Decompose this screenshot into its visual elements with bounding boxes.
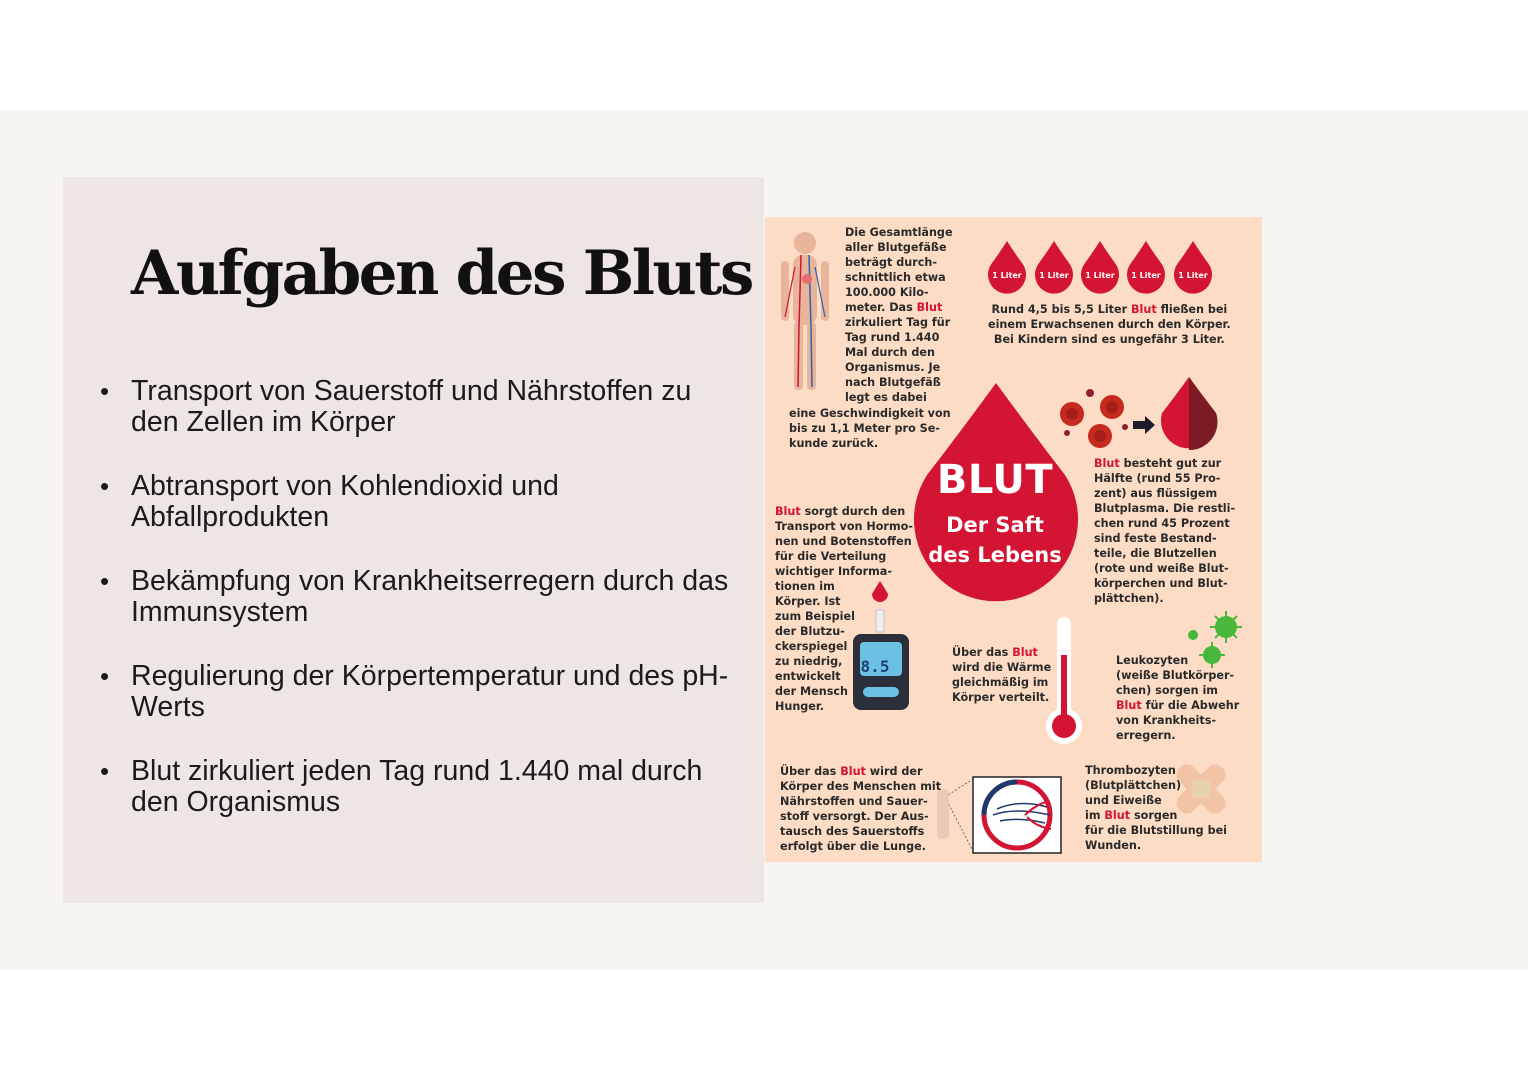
bullet-list [100,376,740,851]
vessels-text [845,225,953,405]
speed-text: eine Geschwindigkeit von bis zu 1,1 Meter pro Se- kunde zurück. [789,407,951,450]
thrombocytes-text [1085,763,1227,853]
red-word: Blut [1012,646,1038,659]
bullet-text: Blut zirkuliert jeden Tag rund 1.440 mal durch den Organismus [131,755,703,818]
bullet-dot: • [100,471,110,501]
bullet-item [100,756,740,818]
bullet-item [100,471,740,533]
bullet-item [100,376,740,438]
red-word: Blut [1104,809,1131,822]
lung-text [780,764,941,854]
meter-value: 8.5 [860,657,890,676]
text-run: Rund 4,5 bis 5,5 Liter [991,303,1132,316]
text-run: Leukozyten (weiße Blutkörper- chen) sorgen im [1116,654,1235,697]
liter-drops [988,241,1212,294]
text-run: Über das [780,765,841,778]
text-run: sorgt durch den Transport von Hormo- nen und Botenstoffen für die Verteilung wichtiger Informa- tionen im Körper. Ist zum Beispiel der Blutzu- ckerspiegel zu niedrig, entwickelt der Mensch Hunger. [775,505,913,713]
text-run: wird der Körper des Menschen mit Nährstoffen und Sauer- stoff versorgt. Der Aus- tausch des Sauerstoffs erfolgt über die Lunge. [780,765,942,853]
bullet-text: Abtransport von Kohlendioxid und Abfallprodukten [131,470,559,533]
leukocytes-text [1116,653,1239,743]
slide-title: Aufgaben des Bluts [131,238,752,309]
hormones-text [775,504,913,714]
center-title: BLUT [936,457,1054,503]
blood-cells-icon [1060,389,1128,448]
lung-diagram-icon [937,777,1061,853]
center-subtitle [915,510,1075,570]
arrow-icon [1133,416,1155,434]
red-word: Blut [1116,699,1142,712]
text-run: Die Gesamtlänge aller Blutgefäße beträgt durch- schnittlich etwa 100.000 Kilo- meter. Das [845,226,953,314]
drop-label: 1 Liter [1178,271,1208,280]
bullet-text: Regulierung der Körpertemperatur und des pH-Werts [131,660,729,723]
bullet-dot: • [100,376,110,406]
red-word: Blut [916,301,943,314]
text-run: Über das [952,646,1013,659]
center-subtitle-line: Der Saft [946,513,1044,537]
volume-text [988,302,1231,347]
text-run: besteht gut zur Hälfte (rund 55 Pro- zent) aus flüssigem Blutplasma. Die restli- chen rund 45 Prozent sind feste Bestand- teile, die Blutzellen (rote und weiße Blut- körperchen und Blut- plättchen). [1094,457,1236,605]
red-word: Blut [1094,457,1120,470]
bullet-item [100,566,740,628]
center-subtitle-line: des Lebens [928,543,1062,567]
text-run: zirkuliert Tag für Tag rund 1.440 Mal durch den Organismus. Je nach Blutgefäß legt es dabei [845,316,951,404]
bullet-text: Transport von Sauerstoff und Nährstoffen zu den Zellen im Körper [131,375,692,438]
bullet-item [100,661,740,723]
drop-label: 1 Liter [1085,271,1115,280]
text-run: fließen bei einem Erwachsenen durch den Körper. Bei Kindern sind es ungefähr 3 Liter. [988,303,1231,346]
red-word: Blut [1131,303,1157,316]
text-run: wird die Wärme gleichmäßig im Körper verteilt. [952,661,1052,704]
drop-label: 1 Liter [1131,271,1161,280]
human-body-icon [781,232,829,390]
bullet-text: Bekämpfung von Krankheitserregern durch das Immunsystem [131,565,729,628]
thermometer-icon [1046,617,1082,744]
heat-text [952,645,1051,705]
drop-label: 1 Liter [992,271,1022,280]
text-run: sorgen für die Blutstillung bei Wunden. [1085,809,1228,852]
drop-label: 1 Liter [1039,271,1069,280]
blood-infographic [765,217,1262,862]
bullet-dot: • [100,566,110,596]
text-run: für die Abwehr von Krankheits- erregern. [1116,699,1240,742]
text-run: Thrombozyten (Blutplättchen) und Eiweiße im [1085,764,1182,822]
bullet-dot: • [100,661,110,691]
separated-drop-icon [1161,377,1217,450]
red-word: Blut [775,505,801,518]
red-word: Blut [840,765,866,778]
bullet-dot: • [100,756,110,786]
plasma-text [1094,456,1235,606]
